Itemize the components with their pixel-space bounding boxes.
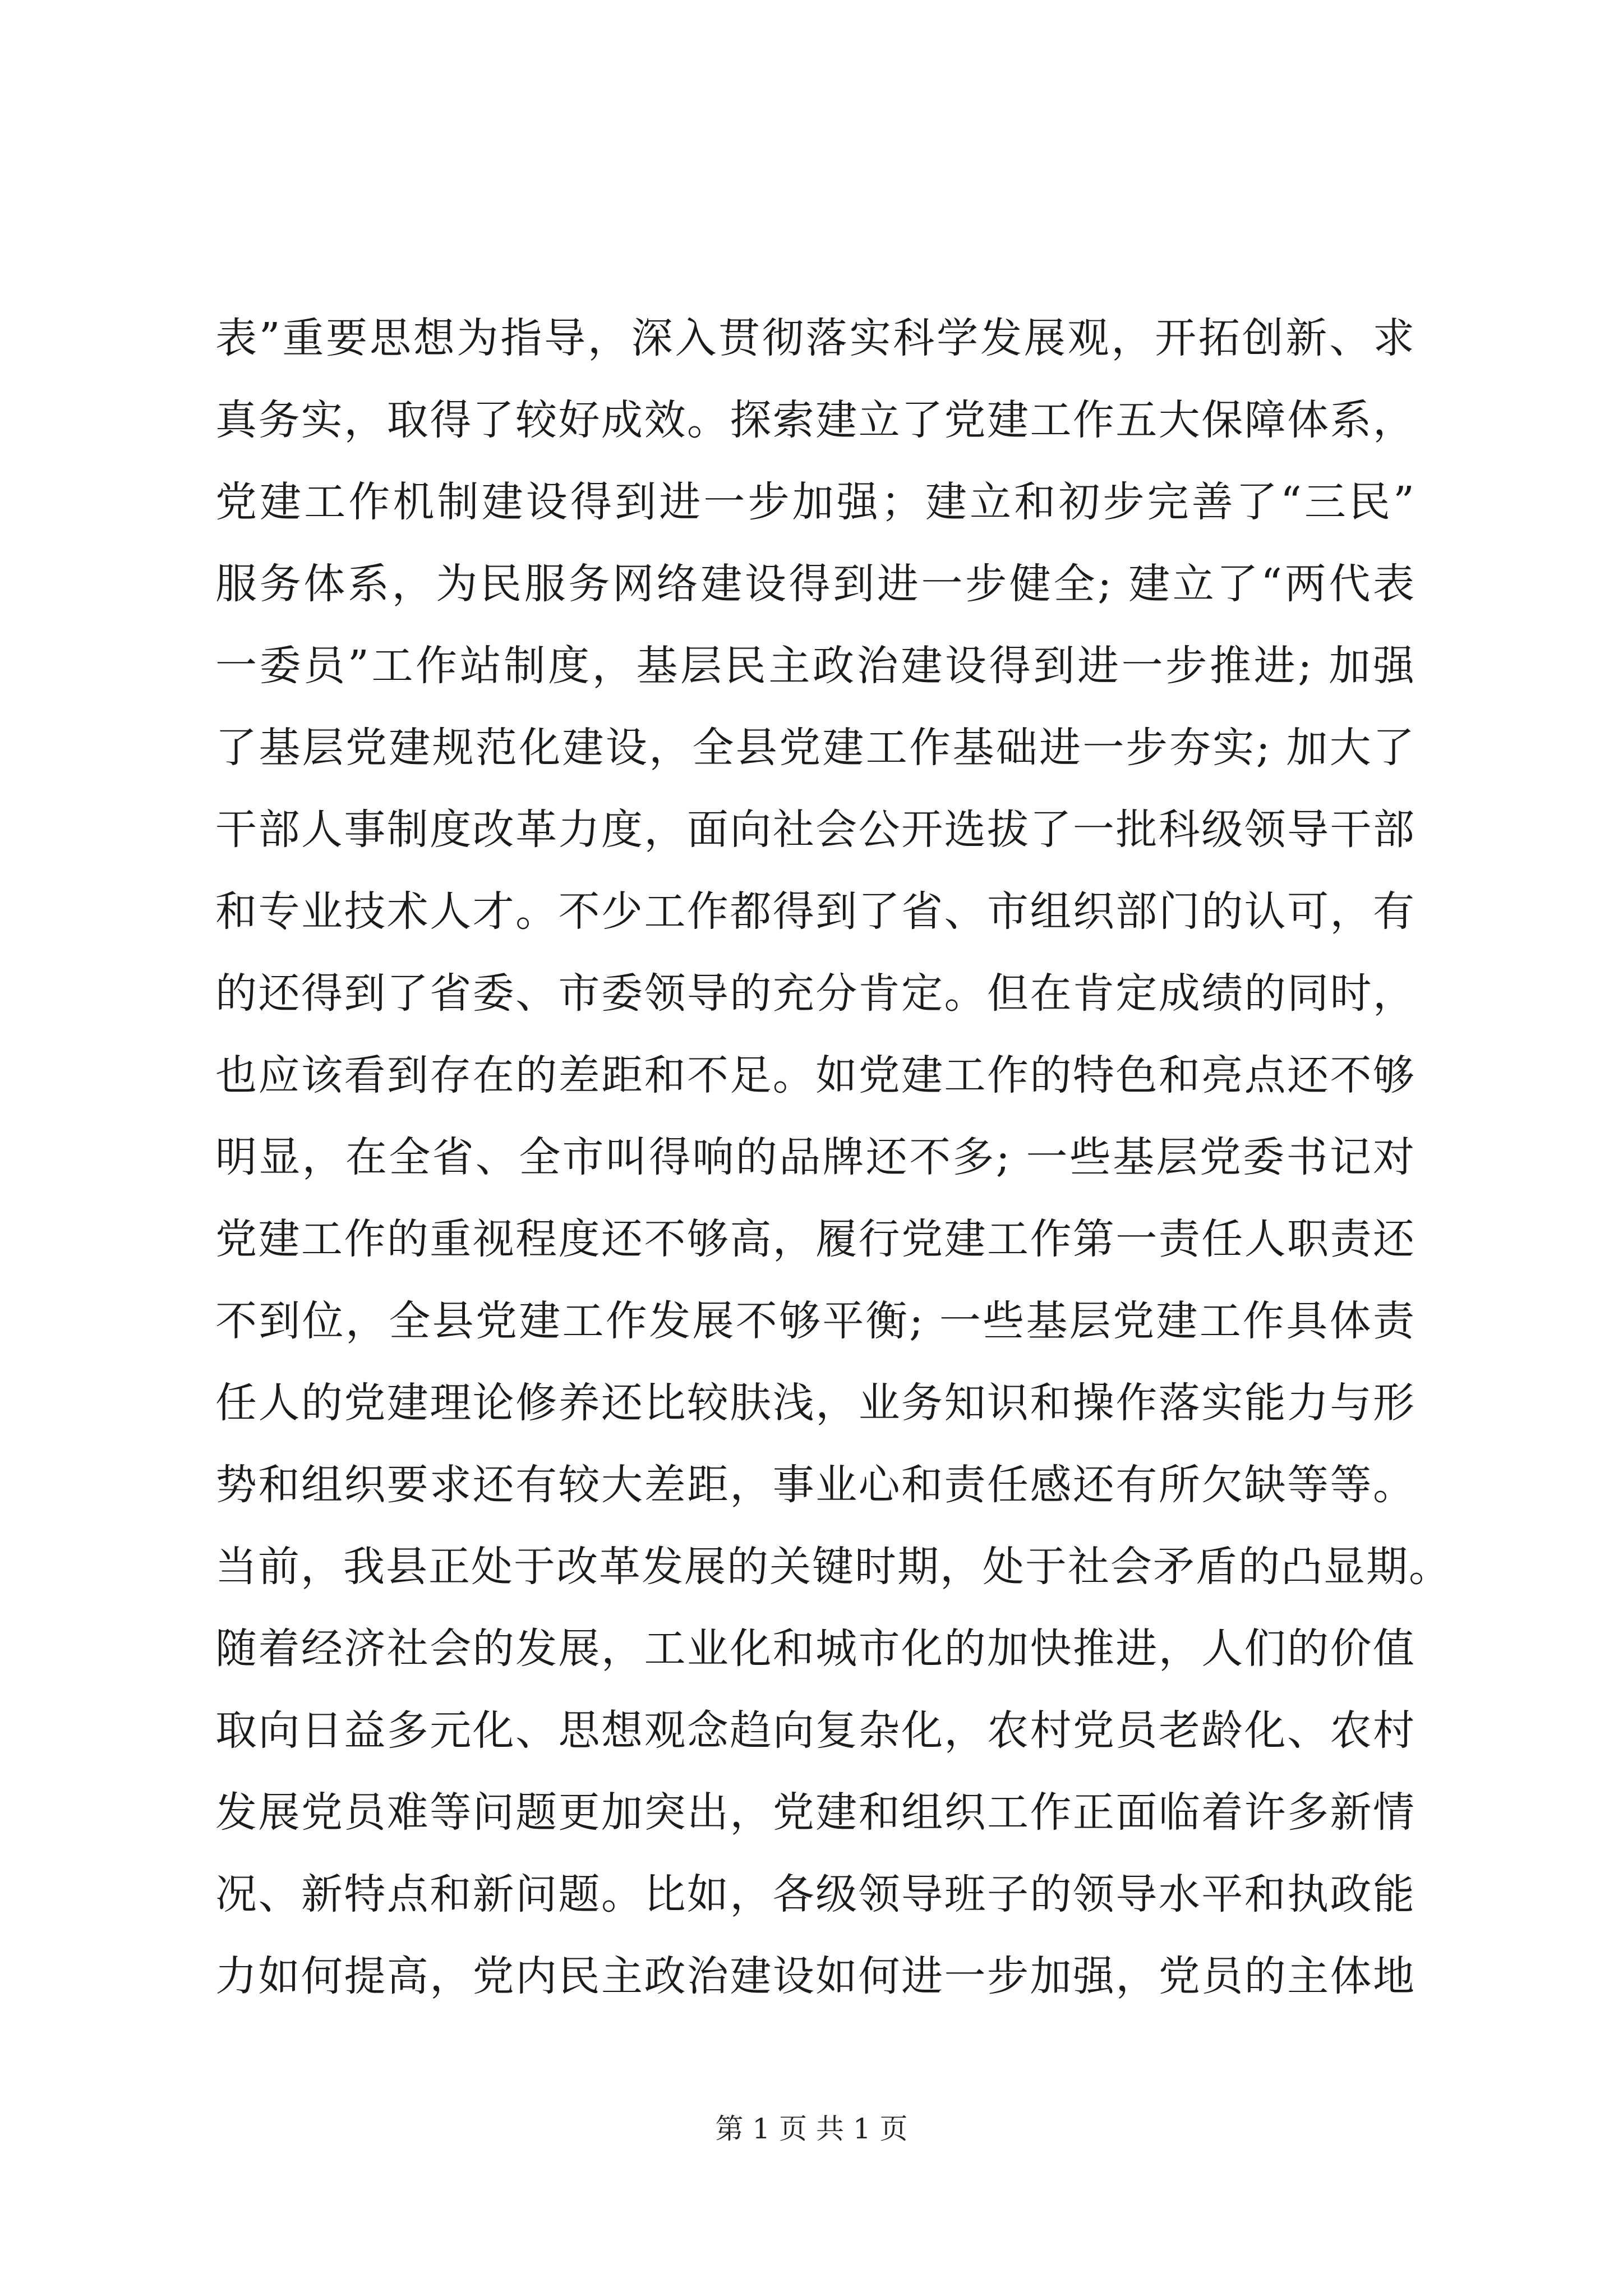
text-line: 任人的党建理论修养还比较肤浅，业务知识和操作落实能力与形 xyxy=(215,1379,1415,1427)
text-line: 真务实，取得了较好成效。探索建立了党建工作五大保障体系， xyxy=(215,396,1415,444)
text-line: 取向日益多元化、思想观念趋向复杂化，农村党员老龄化、农村 xyxy=(215,1706,1415,1755)
text-line: 表”重要思想为指导，深入贯彻落实科学发展观，开拓创新、求 xyxy=(215,314,1415,362)
text-line: 况、新特点和新问题。比如，各级领导班子的领导水平和执政能 xyxy=(215,1870,1415,1918)
text-line: 不到位，全县党建工作发展不够平衡; 一些基层党建工作具体责 xyxy=(215,1297,1415,1345)
text-line: 干部人事制度改革力度，面向社会公开选拔了一批科级领导干部 xyxy=(215,806,1415,854)
text-line: 的还得到了省委、市委领导的充分肯定。但在肯定成绩的同时， xyxy=(215,969,1415,1018)
page-number-label: 第 1 页 共 1 页 xyxy=(715,2113,908,2145)
text-line: 和专业技术人才。不少工作都得到了省、市组织部门的认可，有 xyxy=(215,887,1415,936)
text-line: 当前，我县正处于改革发展的关键时期，处于社会矛盾的凸显期。 xyxy=(215,1543,1451,1591)
text-line: 明显，在全省、全市叫得响的品牌还不多; 一些基层党委书记对 xyxy=(215,1133,1415,1181)
text-line: 党建工作的重视程度还不够高，履行党建工作第一责任人职责还 xyxy=(215,1215,1415,1263)
text-line: 服务体系，为民服务网络建设得到进一步健全; 建立了“两代表 xyxy=(215,560,1415,608)
text-line: 了基层党建规范化建设，全县党建工作基础进一步夯实; 加大了 xyxy=(215,724,1415,772)
text-line: 一委员”工作站制度，基层民主政治建设得到进一步推进; 加强 xyxy=(215,642,1415,690)
text-line: 也应该看到存在的差距和不足。如党建工作的特色和亮点还不够 xyxy=(215,1051,1415,1099)
text-line: 随着经济社会的发展，工业化和城市化的加快推进，人们的价值 xyxy=(215,1625,1415,1673)
text-line: 发展党员难等问题更加突出，党建和组织工作正面临着许多新情 xyxy=(215,1788,1415,1837)
text-line: 力如何提高，党内民主政治建设如何进一步加强，党员的主体地 xyxy=(215,1952,1415,2000)
body-text xyxy=(215,297,1451,2017)
text-line: 党建工作机制建设得到进一步加强；建立和初步完善了“三民” xyxy=(215,478,1415,526)
page-footer xyxy=(0,2109,1623,2148)
text-line: 势和组织要求还有较大差距，事业心和责任感还有所欠缺等等。 xyxy=(215,1461,1415,1509)
